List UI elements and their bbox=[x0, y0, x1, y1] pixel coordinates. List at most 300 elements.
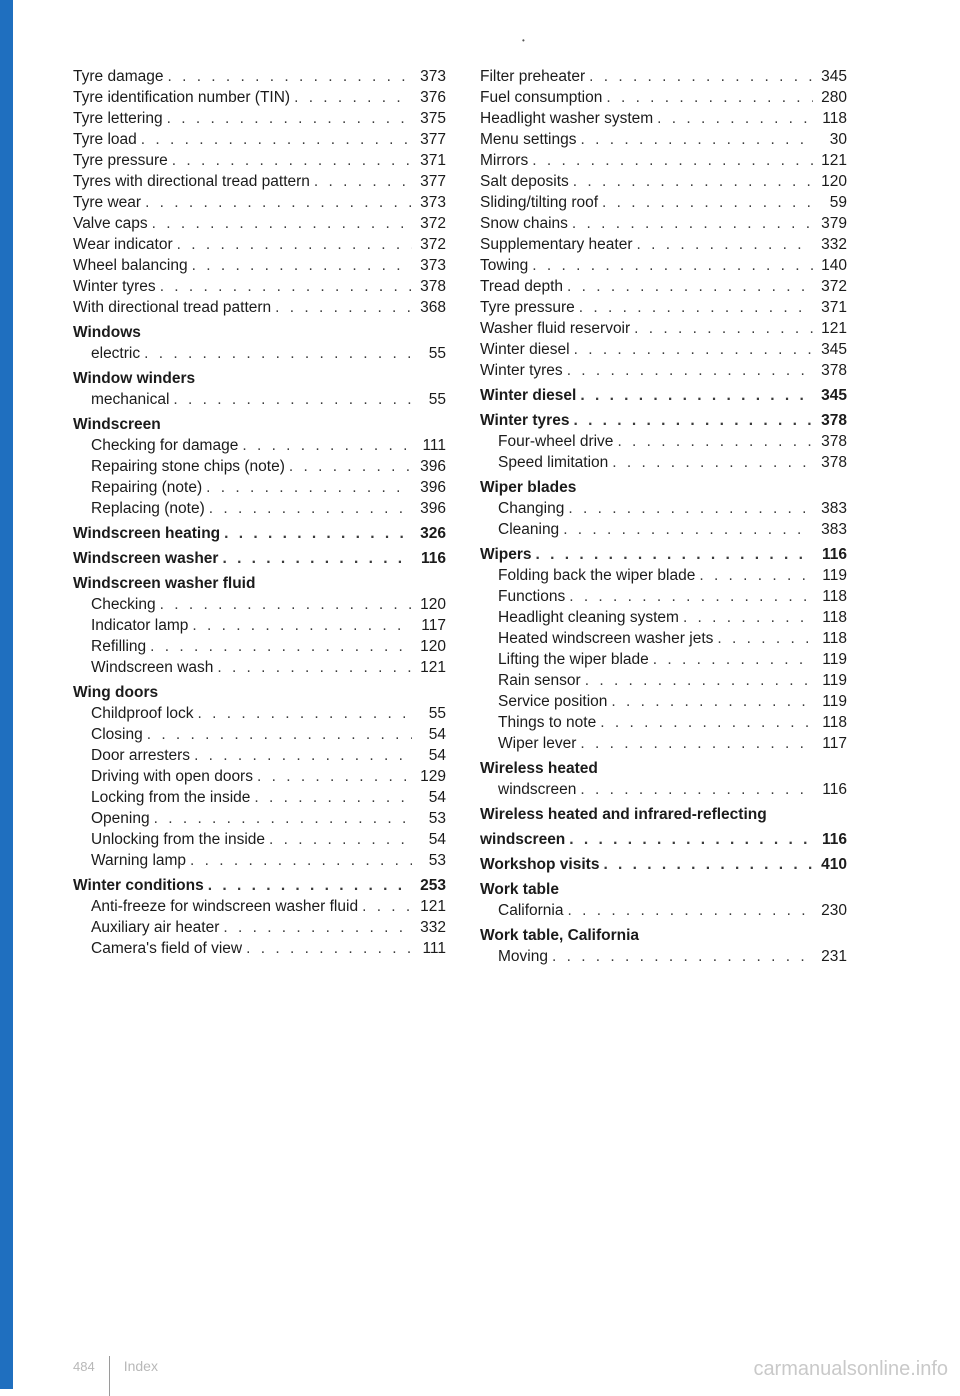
entry-page-number[interactable]: 378 bbox=[821, 362, 847, 379]
index-subentry bbox=[73, 255, 446, 276]
scan-mark: • bbox=[522, 36, 525, 45]
index-heading: Wireless heated bbox=[480, 760, 598, 777]
entry-page-number[interactable]: 140 bbox=[821, 257, 847, 274]
entry-text: Heated windscreen washer jets bbox=[498, 630, 714, 647]
dot-leader bbox=[209, 498, 412, 519]
index-subentry bbox=[73, 343, 446, 364]
entry-text: Wiper lever bbox=[498, 735, 577, 752]
dot-leader bbox=[152, 213, 412, 234]
entry-page-number[interactable]: 372 bbox=[420, 215, 446, 232]
dot-leader bbox=[217, 657, 412, 678]
index-subentry bbox=[73, 498, 446, 519]
dot-leader bbox=[574, 339, 813, 360]
entry-page-number[interactable]: 230 bbox=[821, 902, 847, 919]
index-subentry bbox=[73, 213, 446, 234]
entry-text: Supplementary heater bbox=[480, 236, 633, 253]
dot-leader bbox=[573, 171, 813, 192]
entry-page-number[interactable]: 231 bbox=[821, 948, 847, 965]
index-heading: Wireless heated and infrared-reflecting bbox=[480, 806, 767, 823]
dot-leader bbox=[192, 255, 412, 276]
entry-page-number[interactable]: 373 bbox=[420, 194, 446, 211]
entry-page-number[interactable]: 54 bbox=[428, 747, 446, 764]
index-subentry bbox=[73, 703, 446, 724]
entry-page-number[interactable]: 332 bbox=[821, 236, 847, 253]
index-subentry bbox=[480, 150, 847, 171]
index-main-entry bbox=[480, 544, 847, 565]
entry-text: Childproof lock bbox=[91, 705, 194, 722]
entry-text: Fuel consumption bbox=[480, 89, 603, 106]
entry-text: Valve caps bbox=[73, 215, 148, 232]
dot-leader bbox=[573, 410, 813, 431]
entry-text: Winter tyres bbox=[480, 412, 570, 429]
entry-text: Tyre pressure bbox=[73, 152, 168, 169]
entry-page-number[interactable]: 118 bbox=[822, 110, 847, 127]
dot-leader bbox=[683, 607, 813, 628]
index-subentry bbox=[73, 108, 446, 129]
entry-page-number[interactable]: 119 bbox=[822, 651, 847, 668]
index-subentry bbox=[480, 192, 847, 213]
index-subentry bbox=[73, 171, 446, 192]
entry-text: Tyre identification number (TIN) bbox=[73, 89, 291, 106]
dot-leader bbox=[717, 628, 813, 649]
dot-leader bbox=[167, 66, 412, 87]
index-subentry bbox=[73, 938, 446, 959]
dot-leader bbox=[294, 87, 412, 108]
index-main-entry bbox=[73, 523, 446, 544]
index-subentry bbox=[480, 66, 847, 87]
entry-text: California bbox=[498, 902, 564, 919]
entry-page-number[interactable]: 111 bbox=[422, 940, 446, 957]
entry-text: Things to note bbox=[498, 714, 597, 731]
index-subentry bbox=[480, 733, 847, 754]
index-subentry bbox=[73, 389, 446, 410]
dot-leader bbox=[172, 150, 412, 171]
entry-text: Driving with open doors bbox=[91, 768, 253, 785]
entry-text: Tread depth bbox=[480, 278, 564, 295]
dot-leader bbox=[222, 548, 412, 569]
index-subentry bbox=[73, 829, 446, 850]
entry-text: Changing bbox=[498, 500, 565, 517]
dot-leader bbox=[224, 523, 412, 544]
index-subentry bbox=[480, 297, 847, 318]
entry-text: Anti-freeze for windscreen washer fluid bbox=[91, 898, 359, 915]
entry-text: Door arresters bbox=[91, 747, 191, 764]
entry-text: windscreen bbox=[480, 831, 566, 848]
entry-text: electric bbox=[91, 345, 141, 362]
entry-text: Tyre lettering bbox=[73, 110, 163, 127]
entry-text: Winter tyres bbox=[73, 278, 156, 295]
dot-leader bbox=[190, 850, 412, 871]
entry-page-number[interactable]: 120 bbox=[821, 173, 847, 190]
index-subentry bbox=[480, 431, 847, 452]
index-subentry bbox=[480, 318, 847, 339]
dot-leader bbox=[603, 854, 813, 875]
dot-leader bbox=[177, 234, 412, 255]
index-main-entry bbox=[480, 829, 847, 850]
index-subentry bbox=[73, 808, 446, 829]
index-heading: Windscreen washer fluid bbox=[73, 575, 256, 592]
dot-leader bbox=[223, 917, 412, 938]
entry-text: Tyre damage bbox=[73, 68, 164, 85]
index-subentry bbox=[480, 691, 847, 712]
index-heading: Window winders bbox=[73, 370, 196, 387]
dot-leader bbox=[600, 712, 813, 733]
entry-text: Lifting the wiper blade bbox=[498, 651, 649, 668]
entry-text: Closing bbox=[91, 726, 143, 743]
index-main-entry bbox=[480, 385, 847, 406]
entry-text: Service position bbox=[498, 693, 608, 710]
dot-leader bbox=[536, 544, 813, 565]
dot-leader bbox=[257, 766, 412, 787]
entry-page-number[interactable]: 55 bbox=[428, 345, 446, 362]
dot-leader bbox=[160, 594, 412, 615]
entry-text: Checking for damage bbox=[91, 437, 239, 454]
entry-page-number[interactable]: 55 bbox=[428, 705, 446, 722]
index-subentry bbox=[480, 628, 847, 649]
entry-page-number[interactable]: 59 bbox=[829, 194, 847, 211]
entry-page-number[interactable]: 119 bbox=[822, 693, 847, 710]
entry-text: Windscreen heating bbox=[73, 525, 221, 542]
entry-text: Winter diesel bbox=[480, 387, 577, 404]
entry-text: Locking from the inside bbox=[91, 789, 251, 806]
dot-leader bbox=[569, 829, 813, 850]
dot-leader bbox=[563, 519, 813, 540]
index-subentry bbox=[480, 565, 847, 586]
index-subentry bbox=[73, 636, 446, 657]
entry-page-number[interactable]: 116 bbox=[420, 550, 446, 567]
entry-text: Warning lamp bbox=[91, 852, 187, 869]
entry-text: Rain sensor bbox=[498, 672, 581, 689]
entry-text: Filter preheater bbox=[480, 68, 586, 85]
index-subentry bbox=[73, 276, 446, 297]
entry-page-number[interactable]: 117 bbox=[421, 617, 446, 634]
index-subentry bbox=[73, 66, 446, 87]
entry-page-number[interactable]: 53 bbox=[428, 852, 446, 869]
entry-text: Wear indicator bbox=[73, 236, 173, 253]
entry-page-number[interactable]: 54 bbox=[428, 831, 446, 848]
footer-section: Index bbox=[123, 1358, 158, 1374]
entry-text: Repairing stone chips (note) bbox=[91, 458, 285, 475]
dot-leader bbox=[242, 435, 412, 456]
entry-page-number[interactable]: 121 bbox=[821, 320, 847, 337]
dot-leader bbox=[569, 586, 813, 607]
index-subentry bbox=[73, 745, 446, 766]
entry-page-number[interactable]: 377 bbox=[420, 173, 446, 190]
watermark: carmanualsonline.info bbox=[753, 1358, 948, 1380]
index-subentry bbox=[73, 297, 446, 318]
dot-leader bbox=[602, 192, 813, 213]
index-heading: Work table, California bbox=[480, 927, 640, 944]
dot-leader bbox=[634, 318, 813, 339]
dot-leader bbox=[552, 946, 813, 967]
dot-leader bbox=[246, 938, 412, 959]
entry-page-number[interactable]: 373 bbox=[420, 68, 446, 85]
dot-leader bbox=[275, 297, 412, 318]
entry-page-number[interactable]: 396 bbox=[420, 458, 446, 475]
page-footer bbox=[73, 1346, 158, 1386]
dot-leader bbox=[145, 192, 412, 213]
entry-page-number[interactable]: 378 bbox=[821, 412, 847, 429]
entry-text: Moving bbox=[498, 948, 548, 965]
dot-leader bbox=[289, 456, 412, 477]
index-heading: Wing doors bbox=[73, 684, 159, 701]
dot-leader bbox=[206, 477, 412, 498]
entry-page-number[interactable]: 253 bbox=[420, 877, 446, 894]
index-subentry bbox=[73, 787, 446, 808]
entry-page-number[interactable]: 345 bbox=[821, 341, 847, 358]
dot-leader bbox=[532, 255, 813, 276]
index-subentry bbox=[480, 670, 847, 691]
index-subentry bbox=[480, 87, 847, 108]
dot-leader bbox=[154, 808, 412, 829]
entry-page-number[interactable]: 53 bbox=[428, 810, 446, 827]
index-subentry bbox=[480, 452, 847, 473]
entry-text: Headlight cleaning system bbox=[498, 609, 679, 626]
entry-page-number[interactable]: 118 bbox=[822, 630, 847, 647]
dot-leader bbox=[532, 150, 813, 171]
index-main-entry bbox=[480, 410, 847, 431]
entry-page-number[interactable]: 118 bbox=[822, 714, 847, 731]
index-subentry bbox=[73, 766, 446, 787]
dot-leader bbox=[657, 108, 813, 129]
index-subentry bbox=[480, 276, 847, 297]
entry-text: Snow chains bbox=[480, 215, 568, 232]
entry-page-number[interactable]: 129 bbox=[420, 768, 446, 785]
index-column-right bbox=[480, 66, 847, 967]
entry-text: Tyre wear bbox=[73, 194, 142, 211]
entry-text: windscreen bbox=[498, 781, 577, 798]
dot-leader bbox=[362, 896, 412, 917]
page-edge-bar bbox=[0, 0, 13, 1389]
index-subentry bbox=[480, 360, 847, 381]
index-subentry bbox=[73, 657, 446, 678]
index-subentry bbox=[73, 724, 446, 745]
index-subentry bbox=[480, 519, 847, 540]
index-heading: Windows bbox=[73, 324, 141, 341]
index-subentry bbox=[73, 594, 446, 615]
dot-leader bbox=[269, 829, 412, 850]
index-heading: Windscreen bbox=[73, 416, 161, 433]
entry-page-number[interactable]: 383 bbox=[821, 521, 847, 538]
index-heading: Wiper blades bbox=[480, 479, 577, 496]
index-main-entry bbox=[480, 854, 847, 875]
entry-text: Headlight washer system bbox=[480, 110, 654, 127]
entry-text: Tyres with directional tread pattern bbox=[73, 173, 310, 190]
dot-leader bbox=[141, 129, 412, 150]
dot-leader bbox=[208, 875, 412, 896]
entry-page-number[interactable]: 378 bbox=[420, 278, 446, 295]
entry-text: Unlocking from the inside bbox=[91, 831, 266, 848]
entry-page-number[interactable]: 116 bbox=[821, 546, 847, 563]
entry-page-number[interactable]: 377 bbox=[420, 131, 446, 148]
entry-text: Workshop visits bbox=[480, 856, 600, 873]
index-subentry bbox=[73, 917, 446, 938]
index-main-entry bbox=[73, 875, 446, 896]
entry-text: Cleaning bbox=[498, 521, 560, 538]
index-subentry bbox=[73, 615, 446, 636]
entry-page-number[interactable]: 119 bbox=[822, 567, 847, 584]
entry-page-number[interactable]: 326 bbox=[420, 525, 446, 542]
entry-text: Four-wheel drive bbox=[498, 433, 614, 450]
entry-page-number[interactable]: 120 bbox=[420, 596, 446, 613]
entry-page-number[interactable]: 372 bbox=[821, 278, 847, 295]
index-subentry bbox=[480, 586, 847, 607]
entry-text: Windscreen wash bbox=[91, 659, 214, 676]
entry-page-number[interactable]: 345 bbox=[821, 387, 847, 404]
entry-page-number[interactable]: 371 bbox=[420, 152, 446, 169]
index-subentry bbox=[480, 900, 847, 921]
dot-leader bbox=[589, 66, 813, 87]
dot-leader bbox=[567, 276, 813, 297]
index-column-left bbox=[73, 66, 446, 959]
dot-leader bbox=[572, 213, 813, 234]
entry-text: Functions bbox=[498, 588, 566, 605]
footer-divider bbox=[109, 1356, 110, 1396]
entry-page-number[interactable]: 119 bbox=[822, 672, 847, 689]
entry-text: Windscreen washer bbox=[73, 550, 219, 567]
entry-text: mechanical bbox=[91, 391, 170, 408]
entry-text: Camera's field of view bbox=[91, 940, 243, 957]
dot-leader bbox=[585, 670, 813, 691]
index-heading: Work table bbox=[480, 881, 559, 898]
dot-leader bbox=[173, 389, 412, 410]
entry-page-number[interactable]: 373 bbox=[420, 257, 446, 274]
entry-text: Indicator lamp bbox=[91, 617, 189, 634]
entry-page-number[interactable]: 396 bbox=[420, 479, 446, 496]
entry-page-number[interactable]: 410 bbox=[821, 856, 847, 873]
entry-text: Menu settings bbox=[480, 131, 577, 148]
entry-page-number[interactable]: 111 bbox=[422, 437, 446, 454]
entry-text: Auxiliary air heater bbox=[91, 919, 220, 936]
entry-text: Opening bbox=[91, 810, 150, 827]
index-subentry bbox=[480, 339, 847, 360]
entry-page-number[interactable]: 55 bbox=[428, 391, 446, 408]
dot-leader bbox=[254, 787, 412, 808]
entry-text: Washer fluid reservoir bbox=[480, 320, 631, 337]
dot-leader bbox=[150, 636, 412, 657]
index-subentry bbox=[73, 129, 446, 150]
index-subentry bbox=[73, 850, 446, 871]
dot-leader bbox=[198, 703, 412, 724]
index-subentry bbox=[480, 607, 847, 628]
entry-page-number[interactable]: 345 bbox=[821, 68, 847, 85]
index-subentry bbox=[73, 150, 446, 171]
page-number: 484 bbox=[73, 1358, 95, 1374]
index-subentry bbox=[480, 213, 847, 234]
entry-page-number[interactable]: 371 bbox=[821, 299, 847, 316]
dot-leader bbox=[314, 171, 412, 192]
entry-text: Checking bbox=[91, 596, 156, 613]
entry-text: Refilling bbox=[91, 638, 147, 655]
entry-page-number[interactable]: 116 bbox=[822, 781, 847, 798]
dot-leader bbox=[581, 129, 814, 150]
entry-page-number[interactable]: 54 bbox=[428, 789, 446, 806]
entry-page-number[interactable]: 379 bbox=[821, 215, 847, 232]
index-main-entry bbox=[73, 548, 446, 569]
dot-leader bbox=[580, 733, 813, 754]
index-subentry bbox=[73, 477, 446, 498]
dot-leader bbox=[579, 297, 813, 318]
dot-leader bbox=[194, 745, 412, 766]
entry-page-number[interactable]: 332 bbox=[420, 919, 446, 936]
dot-leader bbox=[147, 724, 412, 745]
entry-page-number[interactable]: 117 bbox=[822, 735, 847, 752]
dot-leader bbox=[568, 498, 813, 519]
entry-text: With directional tread pattern bbox=[73, 299, 272, 316]
dot-leader bbox=[699, 565, 813, 586]
entry-page-number[interactable]: 383 bbox=[821, 500, 847, 517]
entry-page-number[interactable]: 375 bbox=[420, 110, 446, 127]
dot-leader bbox=[617, 431, 813, 452]
index-subentry bbox=[480, 234, 847, 255]
entry-text: Sliding/tilting roof bbox=[480, 194, 599, 211]
index-subentry bbox=[73, 234, 446, 255]
dot-leader bbox=[192, 615, 412, 636]
entry-page-number[interactable]: 120 bbox=[420, 638, 446, 655]
dot-leader bbox=[611, 691, 813, 712]
entry-page-number[interactable]: 378 bbox=[821, 454, 847, 471]
entry-text: Winter diesel bbox=[480, 341, 570, 358]
index-subentry bbox=[480, 779, 847, 800]
index-subentry bbox=[73, 896, 446, 917]
index-subentry bbox=[480, 255, 847, 276]
entry-page-number[interactable]: 376 bbox=[420, 89, 446, 106]
index-subentry bbox=[73, 435, 446, 456]
entry-page-number[interactable]: 121 bbox=[420, 898, 446, 915]
index-subentry bbox=[480, 498, 847, 519]
entry-text: Wheel balancing bbox=[73, 257, 188, 274]
entry-text: Winter conditions bbox=[73, 877, 204, 894]
entry-page-number[interactable]: 30 bbox=[829, 131, 847, 148]
index-subentry bbox=[480, 129, 847, 150]
entry-text: Replacing (note) bbox=[91, 500, 205, 517]
entry-page-number[interactable]: 372 bbox=[420, 236, 446, 253]
dot-leader bbox=[567, 360, 813, 381]
entry-text: Folding back the wiper blade bbox=[498, 567, 696, 584]
entry-page-number[interactable]: 54 bbox=[428, 726, 446, 743]
entry-text: Repairing (note) bbox=[91, 479, 203, 496]
entry-text: Mirrors bbox=[480, 152, 529, 169]
index-subentry bbox=[73, 192, 446, 213]
entry-text: Wipers bbox=[480, 546, 532, 563]
dot-leader bbox=[144, 343, 412, 364]
dot-leader bbox=[580, 779, 813, 800]
entry-page-number[interactable]: 116 bbox=[821, 831, 847, 848]
index-subentry bbox=[480, 946, 847, 967]
entry-page-number[interactable]: 121 bbox=[420, 659, 446, 676]
index-subentry bbox=[480, 108, 847, 129]
entry-page-number[interactable]: 121 bbox=[821, 152, 847, 169]
entry-page-number[interactable]: 280 bbox=[821, 89, 847, 106]
index-subentry bbox=[480, 171, 847, 192]
entry-page-number[interactable]: 378 bbox=[821, 433, 847, 450]
dot-leader bbox=[606, 87, 813, 108]
index-subentry bbox=[73, 87, 446, 108]
entry-text: Tyre pressure bbox=[480, 299, 575, 316]
entry-page-number[interactable]: 396 bbox=[420, 500, 446, 517]
dot-leader bbox=[580, 385, 813, 406]
dot-leader bbox=[653, 649, 813, 670]
entry-page-number[interactable]: 118 bbox=[822, 609, 847, 626]
entry-text: Speed limitation bbox=[498, 454, 609, 471]
entry-text: Towing bbox=[480, 257, 529, 274]
index-subentry bbox=[480, 649, 847, 670]
entry-page-number[interactable]: 118 bbox=[822, 588, 847, 605]
index-subentry bbox=[73, 456, 446, 477]
dot-leader bbox=[612, 452, 813, 473]
entry-page-number[interactable]: 368 bbox=[420, 299, 446, 316]
dot-leader bbox=[567, 900, 813, 921]
